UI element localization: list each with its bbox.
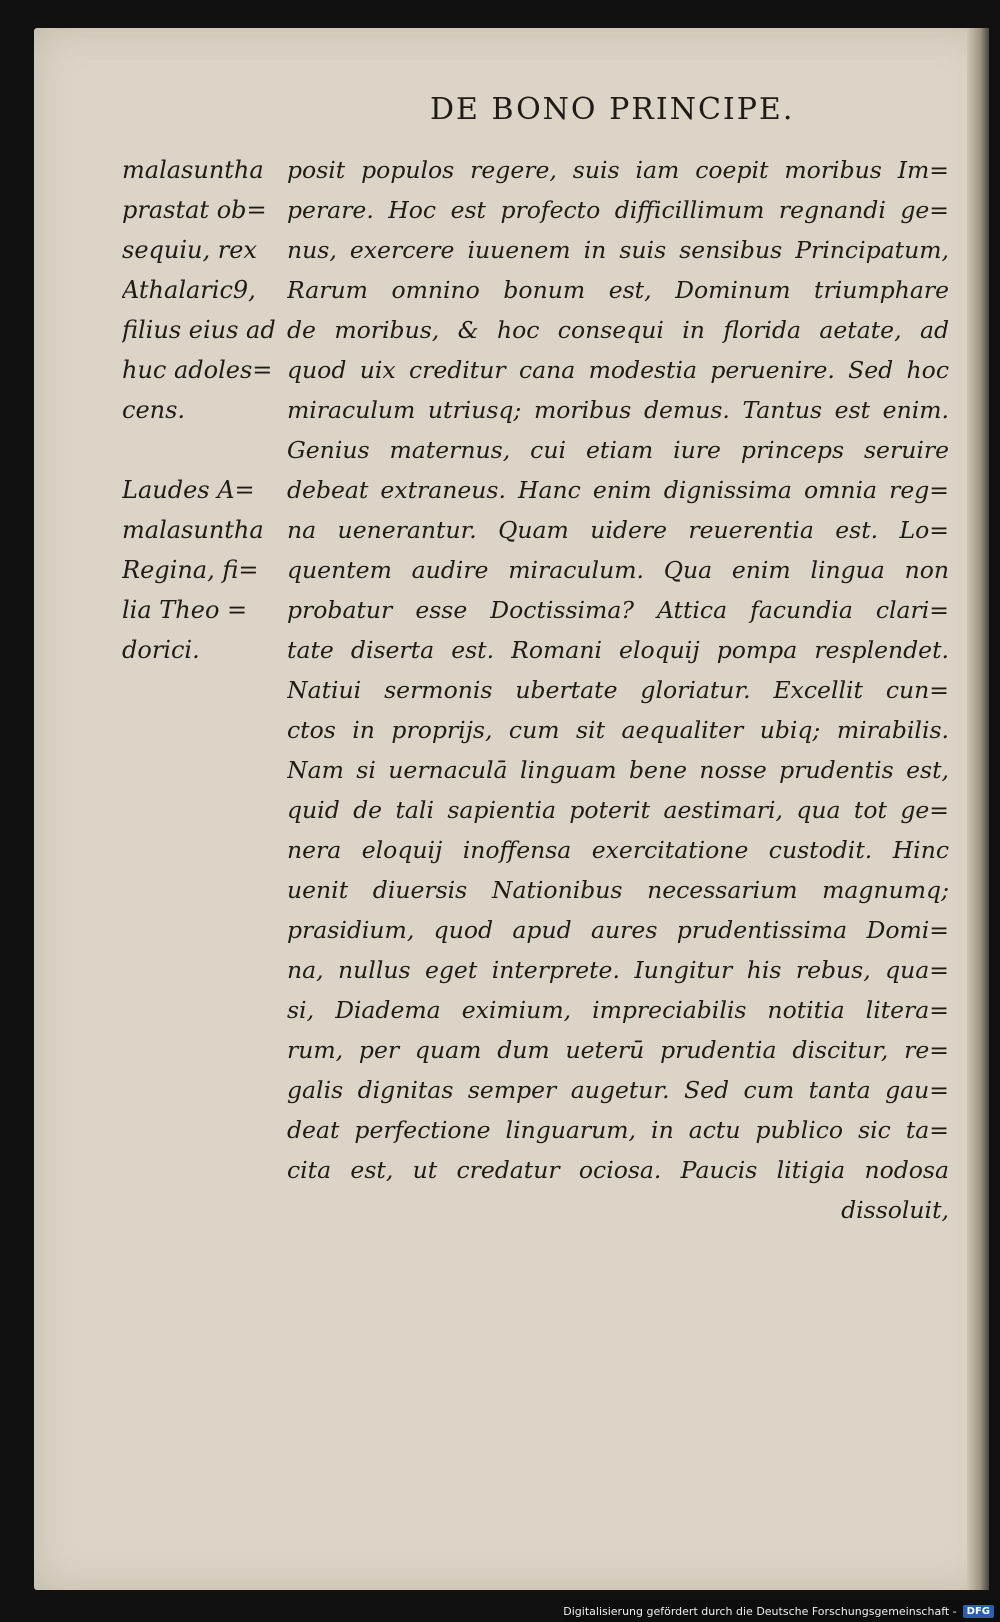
text-line: perare. Hoc est profecto difficillimum regnandi ge=	[287, 196, 949, 224]
body-text	[287, 150, 949, 1230]
margin-note-line: Athalaric9,	[122, 276, 256, 304]
footer-bar	[563, 1600, 1000, 1622]
footer-credit: Digitalisierung gefördert durch die Deutsche Forschungsgemeinschaft -	[563, 1604, 957, 1618]
text-line: Rarum omnino bonum est, Dominum triumphare	[287, 276, 949, 304]
text-line: rum, per quam dum ueterū prudentia discitur, re=	[287, 1036, 949, 1064]
margin-note-line: Regina, fi=	[122, 556, 259, 584]
text-line: quentem audire miraculum. Qua enim lingua non	[287, 556, 949, 584]
dfg-logo: DFG	[963, 1605, 994, 1618]
text-line: nus, exercere iuuenem in suis sensibus Principatum,	[287, 236, 949, 264]
margin-gap	[122, 430, 287, 470]
margin-note-line: malasuntha	[122, 156, 264, 184]
page-edge	[967, 28, 989, 1590]
margin-note-line: sequiu, rex	[122, 236, 257, 264]
margin-note-line: prastat ob=	[122, 196, 267, 224]
text-line: prasidium, quod apud aures prudentissima Domi=	[287, 916, 949, 944]
text-line: si, Diadema eximium, impreciabilis notitia litera=	[287, 996, 949, 1024]
text-line: miraculum utriusq; moribus demus. Tantus est enim.	[287, 396, 949, 424]
text-line: debeat extraneus. Hanc enim dignissima omnia reg=	[287, 476, 949, 504]
margin-note-line: cens.	[122, 396, 186, 424]
text-line: quid de tali sapientia poterit aestimari, qua tot ge=	[287, 796, 949, 824]
text-line: uenit diuersis Nationibus necessarium magnumq;	[287, 876, 949, 904]
catchword: dissoluit,	[841, 1196, 949, 1224]
text-line: cita est, ut credatur ociosa. Paucis litigia nodosa	[287, 1156, 949, 1184]
text-line: de moribus, & hoc consequi in florida aetate, ad	[287, 316, 949, 344]
text-line: tate diserta est. Romani eloquij pompa resplendet.	[287, 636, 949, 664]
text-line: galis dignitas semper augetur. Sed cum tanta gau=	[287, 1076, 949, 1104]
text-line: ctos in proprijs, cum sit aequaliter ubiq; mirabilis.	[287, 716, 949, 744]
text-line: probatur esse Doctissima? Attica facundia clari=	[287, 596, 949, 624]
text-line: quod uix creditur cana modestia peruenire. Sed hoc	[287, 356, 949, 384]
text-line: deat perfectione linguarum, in actu publico sic ta=	[287, 1116, 949, 1144]
margin-note-line: Laudes A=	[122, 476, 255, 504]
margin-note-line: lia Theo =	[122, 596, 248, 624]
margin-note-line: filius eius ad	[122, 316, 276, 344]
margin-notes	[122, 150, 287, 670]
text-line: na, nullus eget interprete. Iungitur his rebus, qua=	[287, 956, 949, 984]
margin-note-line: dorici.	[122, 636, 200, 664]
text-line: na uenerantur. Quam uidere reuerentia est. Lo=	[287, 516, 949, 544]
text-line: posit populos regere, suis iam coepit moribus Im=	[287, 156, 949, 184]
margin-note-line: huc adoles=	[122, 356, 273, 384]
text-line: Genius maternus, cui etiam iure princeps seruire	[287, 436, 949, 464]
running-title: DE BONO PRINCIPE.	[430, 92, 795, 127]
margin-note-line: malasuntha	[122, 516, 264, 544]
text-line: nera eloquij inoffensa exercitatione custodit. Hinc	[287, 836, 949, 864]
text-line: Natiui sermonis ubertate gloriatur. Excellit cun=	[287, 676, 949, 704]
text-line: Nam si uernaculā linguam bene nosse prudentis est,	[287, 756, 949, 784]
